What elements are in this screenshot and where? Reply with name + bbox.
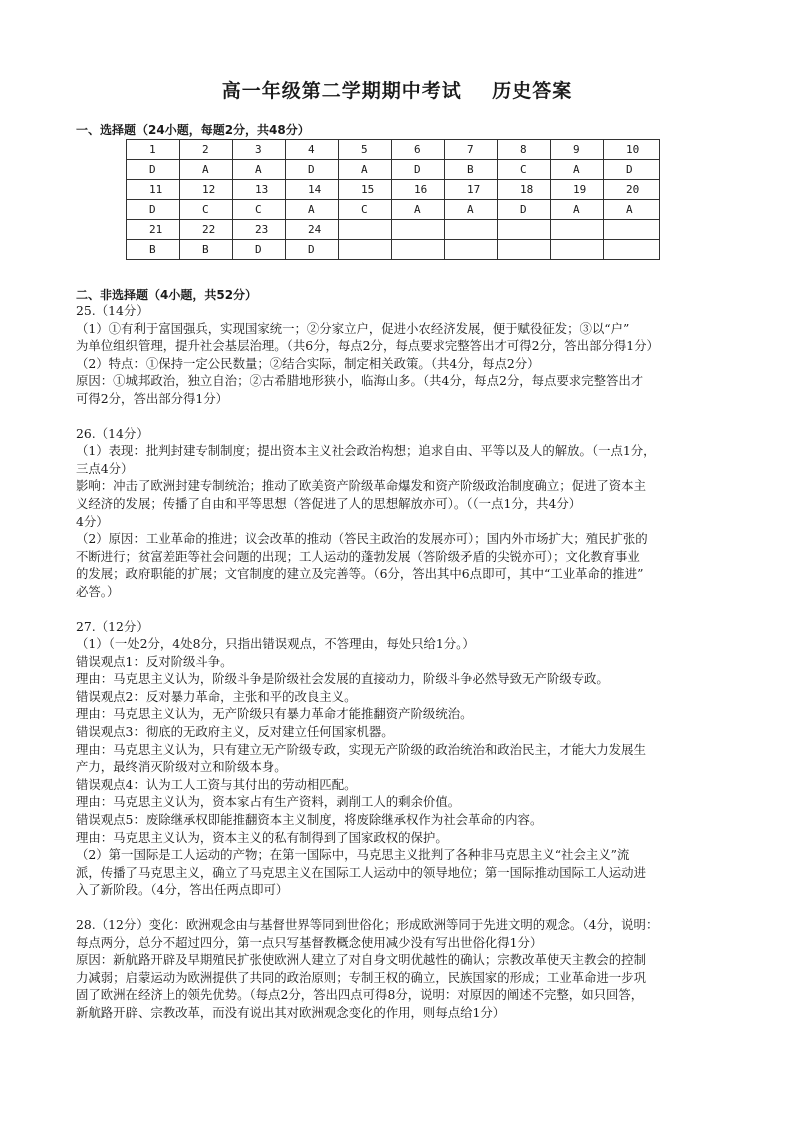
answer-line: 派，传播了马克思主义，确立了马克思主义在国际工人运动中的领导地位；第一国际推动国际工人运动进 bbox=[76, 864, 646, 880]
answer-line: 错误观点5：废除继承权即能推翻资本主义制度，将废除继承权作为社会革命的内容。 bbox=[76, 812, 543, 828]
table-cell: 10 bbox=[604, 140, 660, 160]
answer-line: （1）（一处2分，4处8分，只指出错误观点，不答理由，每处只给1分。） bbox=[76, 636, 475, 652]
table-cell: B bbox=[180, 240, 233, 260]
table-cell: 18 bbox=[498, 180, 551, 200]
answer-line: 原因：新航路开辟及早期殖民扩张使欧洲人建立了对自身文明优越性的确认；宗教改革使天主教会的控制 bbox=[76, 952, 646, 968]
question-number-row bbox=[127, 220, 660, 240]
answer-line: （1）表现：批判封建专制制度；提出资本主义社会政治构想；追求自由、平等以及人的解放。（一点1分， bbox=[76, 443, 656, 459]
answer-line: 为单位组织管理，提升社会基层治理。（共6分，每点2分，每点要求完整答出才可得2分，答出部分得1分） bbox=[76, 338, 659, 354]
question-26-answer bbox=[76, 425, 728, 601]
table-cell bbox=[392, 240, 445, 260]
answer-line: 25.（14分） bbox=[76, 303, 149, 318]
table-cell: 6 bbox=[392, 140, 445, 160]
answer-line: 原因：①城邦政治，独立自治；②古希腊地形狭小，临海山多。（共4分，每点2分，每点要求完整答出才 bbox=[76, 373, 644, 389]
answer-line: 错误观点1：反对阶级斗争。 bbox=[76, 653, 233, 669]
table-cell bbox=[392, 220, 445, 240]
answer-line: 理由：马克思主义认为，资本主义的私有制得到了国家政权的保护。 bbox=[76, 829, 448, 845]
table-cell bbox=[551, 220, 604, 240]
spacer bbox=[76, 601, 728, 618]
table-cell: 2 bbox=[180, 140, 233, 160]
table-cell: C bbox=[180, 200, 233, 220]
answer-line: 必答。） bbox=[76, 583, 120, 599]
answer-line: 新航路开辟、宗教改革，而没有说出其对欧洲观念变化的作用，则每点给1分） bbox=[76, 1004, 506, 1020]
section2-heading: 二、非选择题（4小题，共52分） bbox=[76, 288, 258, 302]
table-cell: B bbox=[127, 240, 180, 260]
essay-answers bbox=[76, 302, 728, 1022]
answer-line: 可得2分，答出部分得1分） bbox=[76, 390, 229, 406]
answer-line: 错误观点4：认为工人工资与其付出的劳动相匹配。 bbox=[76, 776, 357, 792]
answer-line: 义经济的发展；传播了自由和平等思想（答促进了人的思想解放亦可）。（（一点1分，共4分） bbox=[76, 495, 582, 511]
answer-line: 错误观点2：反对暴力革命，主张和平的改良主义。 bbox=[76, 688, 357, 704]
answer-line: （2）特点：①保持一定公民数量；②结合实际，制定相关政策。（共4分，每点2分） bbox=[76, 355, 540, 371]
answer-letter-row bbox=[127, 240, 660, 260]
table-cell: 21 bbox=[127, 220, 180, 240]
table-cell: A bbox=[551, 200, 604, 220]
table-cell: 15 bbox=[339, 180, 392, 200]
table-cell bbox=[445, 240, 498, 260]
answer-letter-row bbox=[127, 200, 660, 220]
table-cell: 13 bbox=[233, 180, 286, 200]
answer-table bbox=[126, 139, 660, 260]
answer-line: 理由：马克思主义认为，无产阶级只有暴力革命才能推翻资产阶级统治。 bbox=[76, 706, 473, 722]
table-cell: 9 bbox=[551, 140, 604, 160]
table-cell: 5 bbox=[339, 140, 392, 160]
question-28-answer bbox=[76, 916, 728, 1022]
answer-line: 固了欧洲在经济上的领先优势。（每点2分，答出四点可得8分，说明：对原因的阐述不完整，如只回答， bbox=[76, 987, 644, 1003]
table-cell: 12 bbox=[180, 180, 233, 200]
answer-table-body bbox=[127, 140, 660, 260]
answer-line: 错误观点3：彻底的无政府主义，反对建立任何国家机器。 bbox=[76, 724, 394, 740]
question-number-row bbox=[127, 180, 660, 200]
table-cell: 23 bbox=[233, 220, 286, 240]
table-cell: B bbox=[445, 160, 498, 180]
table-cell: C bbox=[233, 200, 286, 220]
answer-line: （1）①有利于富国强兵，实现国家统一；②分家立户，促进小农经济发展，便于赋役征发；③以“户” bbox=[76, 320, 630, 336]
table-cell: C bbox=[498, 160, 551, 180]
table-cell: A bbox=[180, 160, 233, 180]
table-cell: 11 bbox=[127, 180, 180, 200]
spacer bbox=[76, 899, 728, 916]
table-cell: A bbox=[339, 160, 392, 180]
table-cell: D bbox=[392, 160, 445, 180]
table-cell: 19 bbox=[551, 180, 604, 200]
table-cell: D bbox=[286, 160, 339, 180]
question-27-answer bbox=[76, 618, 728, 900]
table-cell: 8 bbox=[498, 140, 551, 160]
answer-line: 的发展；政府职能的扩展；文官制度的建立及完善等。（6分，答出其中6点即可，其中“工业革命的推进” bbox=[76, 566, 644, 582]
answer-line: 三点4分） bbox=[76, 460, 134, 476]
answer-line: 理由：马克思主义认为，阶级斗争是阶级社会发展的直接动力，阶级斗争必然导致无产阶级专政。 bbox=[76, 671, 609, 687]
answer-line: 理由：马克思主义认为，只有建立无产阶级专政，实现无产阶级的政治统治和政治民主，才能大力发展生 bbox=[76, 741, 646, 757]
table-cell: A bbox=[604, 200, 660, 220]
table-cell bbox=[604, 220, 660, 240]
table-cell bbox=[604, 240, 660, 260]
answer-line: 27.（12分） bbox=[76, 618, 149, 634]
table-cell: A bbox=[445, 200, 498, 220]
table-cell bbox=[498, 240, 551, 260]
table-cell: A bbox=[233, 160, 286, 180]
table-cell: D bbox=[233, 240, 286, 260]
question-number-row bbox=[127, 140, 660, 160]
answer-line: 每点两分，总分不超过四分，第一点只写基督教概念使用减少没有写出世俗化得1分） bbox=[76, 934, 543, 950]
table-cell: 20 bbox=[604, 180, 660, 200]
table-cell: D bbox=[127, 200, 180, 220]
table-cell bbox=[445, 220, 498, 240]
table-cell: D bbox=[286, 240, 339, 260]
table-cell: 24 bbox=[286, 220, 339, 240]
table-cell: C bbox=[339, 200, 392, 220]
table-cell bbox=[551, 240, 604, 260]
answer-line: （2）第一国际是工人运动的产物；在第一国际中，马克思主义批判了各种非马克思主义“社会主义”流 bbox=[76, 847, 630, 863]
spacer bbox=[76, 408, 728, 425]
answer-line: 4分） bbox=[76, 513, 109, 529]
table-cell: 1 bbox=[127, 140, 180, 160]
answer-line: 力减弱；启蒙运动为欧洲提供了共同的政治原则；专制王权的确立，民族国家的形成；工业革命进一步巩 bbox=[76, 969, 646, 985]
answer-line: 入了新阶段。（4分，答出任两点即可） bbox=[76, 882, 289, 898]
table-cell: 4 bbox=[286, 140, 339, 160]
table-cell: 3 bbox=[233, 140, 286, 160]
table-cell: D bbox=[604, 160, 660, 180]
answer-line: 产力，最终消灭阶级对立和阶级本身。 bbox=[76, 759, 287, 775]
answer-line: 影响：冲击了欧洲封建专制统治；推动了欧美资产阶级革命爆发和资产阶级政治制度确立；促进了资本主 bbox=[76, 478, 646, 494]
answer-line: 理由：马克思主义认为，资本家占有生产资料，剥削工人的剩余价值。 bbox=[76, 794, 461, 810]
table-cell: D bbox=[498, 200, 551, 220]
table-cell: A bbox=[392, 200, 445, 220]
table-cell: 14 bbox=[286, 180, 339, 200]
table-cell bbox=[339, 240, 392, 260]
page-title: 高一年级第二学期期中考试 历史答案 bbox=[221, 80, 573, 102]
table-cell: D bbox=[127, 160, 180, 180]
answer-letter-row bbox=[127, 160, 660, 180]
answer-line: （2）原因：工业革命的推进；议会改革的推动（答民主政治的发展亦可）；国内外市场扩大；殖民扩张的 bbox=[76, 531, 648, 547]
table-cell: 17 bbox=[445, 180, 498, 200]
section1-heading: 一、选择题（24小题，每题2分，共48分） bbox=[76, 123, 310, 137]
table-cell: A bbox=[286, 200, 339, 220]
answer-line: 26.（14分） bbox=[76, 425, 149, 441]
question-25-answer bbox=[76, 302, 728, 408]
table-cell: 16 bbox=[392, 180, 445, 200]
table-cell: 7 bbox=[445, 140, 498, 160]
table-cell bbox=[339, 220, 392, 240]
table-cell: 22 bbox=[180, 220, 233, 240]
table-cell bbox=[498, 220, 551, 240]
table-cell: A bbox=[551, 160, 604, 180]
answer-line: 28.（12分）变化：欧洲观念由与基督世界等同到世俗化；形成欧洲等同于先进文明的观念。（4分，说明： bbox=[76, 917, 659, 932]
answer-line: 不断进行；贫富差距等社会问题的出现；工人运动的蓬勃发展（答阶级矛盾的尖锐亦可）；文化教育事业 bbox=[76, 548, 640, 564]
